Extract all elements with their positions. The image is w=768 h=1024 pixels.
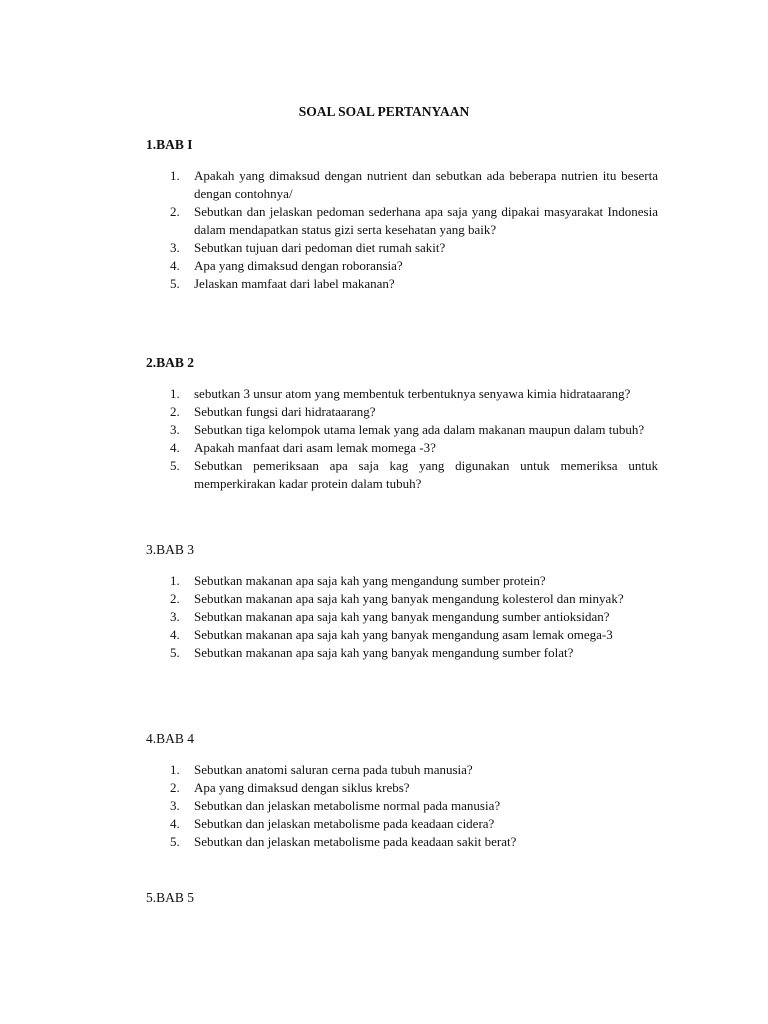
- list-item: [146, 626, 658, 644]
- section-heading: 2.BAB 2: [146, 355, 195, 370]
- question-text: Sebutkan tiga kelompok utama lemak yang ada dalam makanan maupun dalam tubuh?: [194, 422, 645, 437]
- list-item: [146, 421, 658, 439]
- list-item: [146, 385, 658, 403]
- list-item: [146, 403, 658, 421]
- item-number: 3.: [170, 609, 180, 624]
- question-text: Sebutkan makanan apa saja kah yang mengandung sumber protein?: [194, 573, 546, 588]
- list-item: [146, 275, 658, 293]
- question-text: sebutkan 3 unsur atom yang membentuk terbentuknya senyawa kimia hidrataarang?: [194, 386, 631, 401]
- item-number: 2.: [170, 204, 180, 219]
- question-text: Apa yang dimaksud dengan siklus krebs?: [194, 780, 410, 795]
- question-text: Apa yang dimaksud dengan roboransia?: [194, 258, 403, 273]
- item-number: 5.: [170, 645, 180, 660]
- list-item: [146, 203, 658, 239]
- question-list: [146, 761, 658, 851]
- list-item: [146, 779, 658, 797]
- item-number: 4.: [170, 258, 180, 273]
- section-heading: 1.BAB I: [146, 137, 193, 152]
- question-text: Sebutkan pemeriksaan apa saja kag yang digunakan untuk memeriksa untuk memperkirakan kadar protein dalam tubuh?: [194, 458, 658, 491]
- question-text: Sebutkan tujuan dari pedoman diet rumah sakit?: [194, 240, 446, 255]
- question-text: Sebutkan dan jelaskan metabolisme pada keadaan cidera?: [194, 816, 495, 831]
- list-item: [146, 797, 658, 815]
- item-number: 3.: [170, 422, 180, 437]
- list-item: [146, 457, 658, 493]
- item-number: 3.: [170, 240, 180, 255]
- item-number: 2.: [170, 404, 180, 419]
- question-text: Sebutkan fungsi dari hidrataarang?: [194, 404, 376, 419]
- item-number: 1.: [170, 386, 180, 401]
- question-text: Sebutkan dan jelaskan metabolisme normal pada manusia?: [194, 798, 501, 813]
- item-number: 5.: [170, 834, 180, 849]
- section-heading: 4.BAB 4: [146, 731, 195, 746]
- question-text: Apakah yang dimaksud dengan nutrient dan sebutkan ada beberapa nutrien itu beserta dengan contohnya/: [194, 168, 658, 201]
- question-text: Sebutkan makanan apa saja kah yang banyak mengandung kolesterol dan minyak?: [194, 591, 624, 606]
- list-item: [146, 572, 658, 590]
- list-item: [146, 608, 658, 626]
- item-number: 4.: [170, 627, 180, 642]
- item-number: 2.: [170, 780, 180, 795]
- list-item: [146, 590, 658, 608]
- question-text: Sebutkan anatomi saluran cerna pada tubuh manusia?: [194, 762, 473, 777]
- question-text: Sebutkan makanan apa saja kah yang banyak mengandung asam lemak omega-3: [194, 627, 613, 642]
- question-text: Jelaskan mamfaat dari label makanan?: [194, 276, 395, 291]
- list-item: [146, 644, 658, 662]
- section-heading: 3.BAB 3: [146, 542, 195, 557]
- list-item: [146, 833, 658, 851]
- item-number: 2.: [170, 591, 180, 606]
- question-text: Sebutkan dan jelaskan metabolisme pada keadaan sakit berat?: [194, 834, 517, 849]
- item-number: 4.: [170, 816, 180, 831]
- list-item: [146, 815, 658, 833]
- question-text: Sebutkan dan jelaskan pedoman sederhana apa saja yang dipakai masyarakat Indonesia dalam mendapatkan status gizi serta kesehatan yang baik?: [194, 204, 658, 237]
- question-text: Apakah manfaat dari asam lemak momega -3?: [194, 440, 436, 455]
- item-number: 3.: [170, 798, 180, 813]
- item-number: 5.: [170, 458, 180, 473]
- question-text: Sebutkan makanan apa saja kah yang banyak mengandung sumber antioksidan?: [194, 609, 610, 624]
- item-number: 1.: [170, 573, 180, 588]
- question-list: [146, 385, 658, 493]
- list-item: [146, 761, 658, 779]
- list-item: [146, 239, 658, 257]
- question-list: [146, 167, 658, 293]
- item-number: 5.: [170, 276, 180, 291]
- item-number: 1.: [170, 762, 180, 777]
- section-heading: 5.BAB 5: [146, 890, 195, 905]
- list-item: [146, 257, 658, 275]
- item-number: 4.: [170, 440, 180, 455]
- item-number: 1.: [170, 168, 180, 183]
- list-item: [146, 439, 658, 457]
- list-item: [146, 167, 658, 203]
- question-text: Sebutkan makanan apa saja kah yang banyak mengandung sumber folat?: [194, 645, 574, 660]
- document-title: SOAL SOAL PERTANYAAN: [298, 104, 470, 119]
- question-list: [146, 572, 658, 662]
